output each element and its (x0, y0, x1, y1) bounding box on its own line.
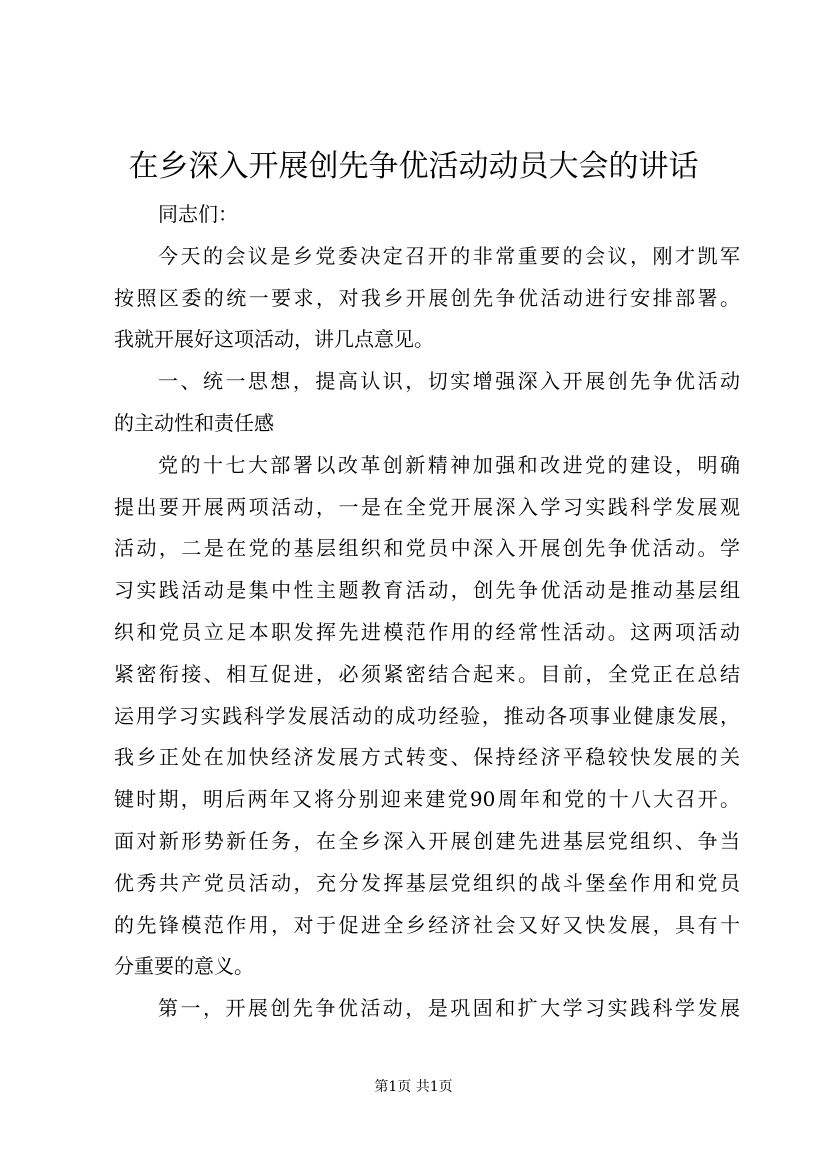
paragraph-line: 织和党员立足本职发挥先进模范作用的经常性活动。这两项活动 (114, 619, 740, 644)
paragraph-line: 今天的会议是乡党委决定召开的非常重要的会议，刚才凯军 (158, 243, 740, 268)
paragraph-line: 运用学习实践科学发展活动的成功经验，推动各项事业健康发展， (114, 703, 740, 728)
paragraph-line: 提出要开展两项活动，一是在全党开展深入学习实践科学发展观 (114, 494, 740, 519)
salutation: 同志们： (158, 202, 238, 226)
paragraph-line: 键时期，明后两年又将分别迎来建党90周年和党的十八大召开。 (114, 787, 740, 812)
paragraph-line: 的先锋模范作用，对于促进全乡经济社会又好又快发展，具有十 (114, 912, 740, 937)
page-number-footer: 第1页 共1页 (374, 1079, 453, 1095)
paragraph-line: 党的十七大部署以改革创新精神加强和改进党的建设，明确 (158, 452, 740, 477)
paragraph-line: 我就开展好这项活动，讲几点意见。 (114, 327, 434, 352)
section-heading-line: 一、统一思想，提高认识，切实增强深入开展创先争优活动 (158, 369, 740, 394)
paragraph-line: 按照区委的统一要求，对我乡开展创先争优活动进行安排部署。 (114, 285, 740, 310)
paragraph-line: 活动，二是在党的基层组织和党员中深入开展创先争优活动。学 (114, 536, 740, 561)
paragraph-line: 优秀共产党员活动，充分发挥基层党组织的战斗堡垒作用和党员 (114, 870, 740, 895)
paragraph-line: 第一，开展创先争优活动，是巩固和扩大学习实践科学发展 (158, 996, 740, 1021)
paragraph-line: 分重要的意义。 (114, 954, 254, 979)
document-body (114, 194, 740, 1030)
paragraph-line: 面对新形势新任务，在全乡深入开展创建先进基层党组织、争当 (114, 828, 740, 853)
section-heading-line: 的主动性和责任感 (114, 410, 274, 435)
paragraph-line: 习实践活动是集中性主题教育活动，创先争优活动是推动基层组 (114, 578, 740, 603)
document-title: 在乡深入开展创先争优活动动员大会的讲话 (128, 149, 699, 184)
paragraph-line: 我乡正处在加快经济发展方式转变、保持经济平稳较快发展的关 (114, 745, 740, 770)
paragraph-line: 紧密衔接、相互促进，必须紧密结合起来。目前，全党正在总结 (114, 661, 740, 686)
